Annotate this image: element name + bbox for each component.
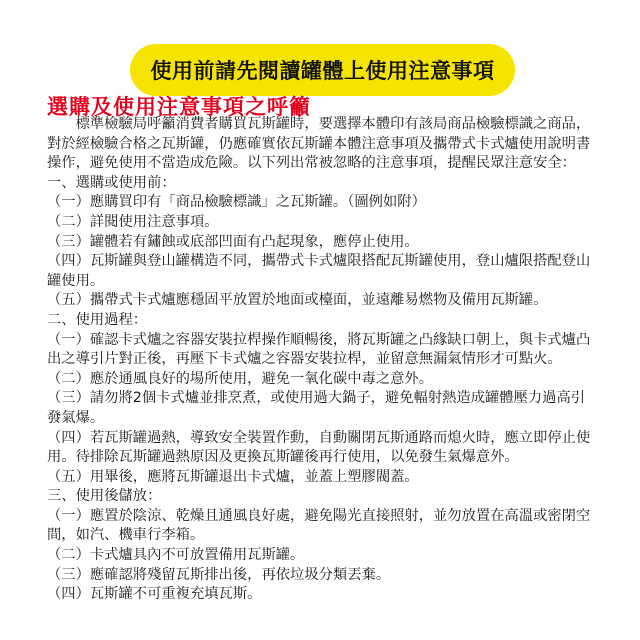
list-item: （三）應確認將殘留瓦斯排出後，再依垃圾分類丟棄。 bbox=[47, 566, 391, 583]
list-item: （四）若瓦斯罐過熱，導致安全裝置作動，自動關閉瓦斯通路而熄火時，應立即停止使用。待排除瓦斯罐過熱原因及更換瓦斯罐後再行使用，以免發生氣爆意外。 bbox=[47, 429, 591, 466]
list-item: （一）應置於陰涼、乾燥且通風良好處，避免陽光直接照射，並勿放置在高溫或密閉空間，如汽、機車行李箱。 bbox=[47, 507, 591, 544]
list-item: （三）請勿將2個卡式爐並排烹煮，或使用過大鍋子，避免輻射熱造成罐體壓力過高引發氣爆。 bbox=[47, 390, 586, 426]
notice-content bbox=[47, 115, 597, 605]
list-item: （四）瓦斯罐與登山罐構造不同，攜帶式卡式爐限搭配瓦斯罐使用，登山爐限搭配登山罐使用。 bbox=[47, 253, 591, 289]
section-title: 三、使用後儲放： bbox=[47, 488, 162, 505]
section-title: 一、選購或使用前： bbox=[47, 174, 176, 191]
list-item: （五）用畢後，應將瓦斯罐退出卡式爐，並蓋上塑膠閥蓋。 bbox=[47, 468, 419, 485]
section-heading: 選購及使用注意事項之呼籲 bbox=[47, 95, 311, 119]
notice-banner: 使用前請先閱讀罐體上使用注意事項 bbox=[130, 44, 515, 96]
list-item: （二）卡式爐具內不可放置備用瓦斯罐。 bbox=[47, 547, 305, 564]
list-item: （二）詳閱使用注意事項。 bbox=[47, 213, 219, 230]
list-item: （一）應購買印有「商品檢驗標識」之瓦斯罐。（圖例如附） bbox=[47, 194, 426, 211]
list-item: （五）攜帶式卡式爐應穩固平放置於地面或檯面，並遠離易燃物及備用瓦斯罐。 bbox=[47, 292, 548, 309]
list-item: （三）罐體若有鏽蝕或底部凹面有凸起現象，應停止使用。 bbox=[47, 233, 419, 250]
list-item: （一）確認卡式爐之容器安裝拉桿操作順暢後，將瓦斯罐之凸緣缺口朝上，與卡式爐凸出之導引片對正後，再壓下卡式爐之容器安裝拉桿，並留意無漏氣情形才可點火。 bbox=[47, 331, 591, 368]
section-title: 二、使用過程： bbox=[47, 311, 148, 328]
list-item: （二）應於通風良好的場所使用，避免一氧化碳中毒之意外。 bbox=[47, 370, 434, 387]
list-item: （四）瓦斯罐不可重複充填瓦斯。 bbox=[47, 586, 262, 603]
intro-paragraph: 標準檢驗局呼籲消費者購買瓦斯罐時，要選擇本體印有該局商品檢驗標識之商品，對於經檢驗合格之瓦斯罐，仍應確實依瓦斯罐本體注意事項及攜帶式卡式爐使用說明書操作，避免使用不當造成危險。以下列出常被忽略的注意事項，提醒民眾注意安全： bbox=[47, 116, 591, 172]
